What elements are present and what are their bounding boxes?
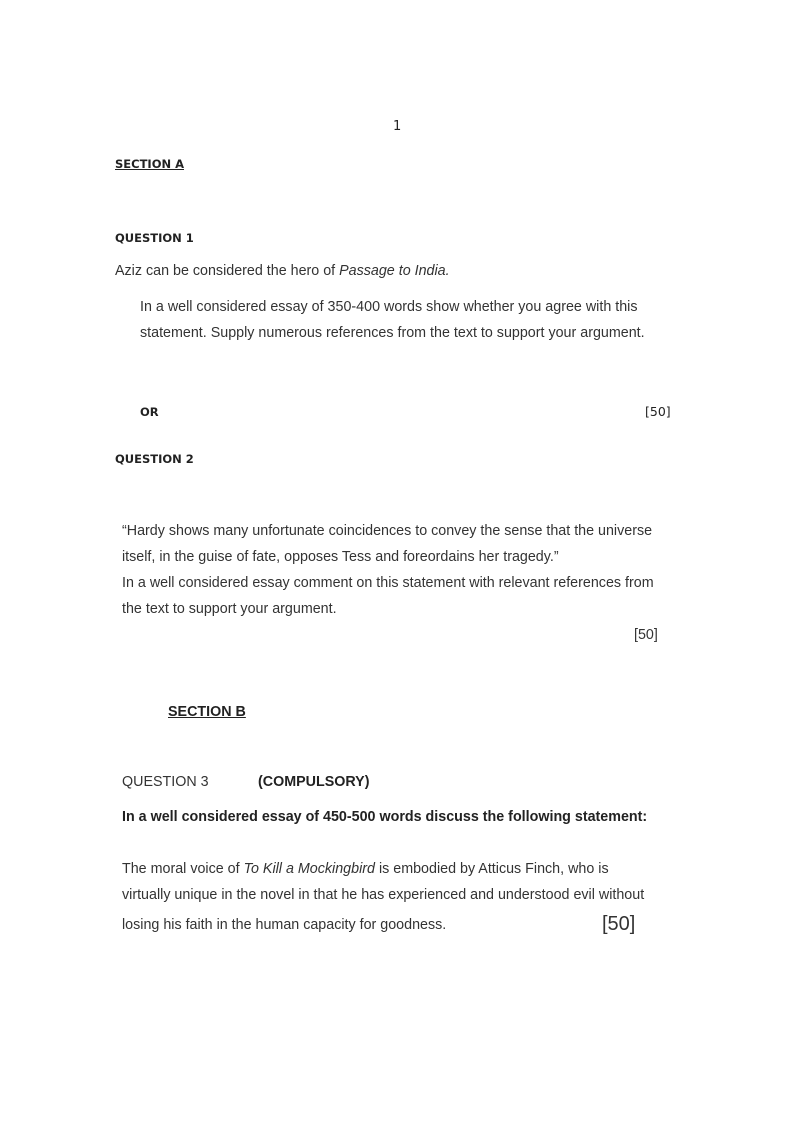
question-3-line: virtually unique in the novel in that he has experienced and understood evil without xyxy=(122,887,645,903)
book-title: To Kill a Mockingbird xyxy=(243,861,375,877)
page-number: 1 xyxy=(393,119,402,134)
section-b-heading: SECTION B xyxy=(168,704,246,720)
question-3-instruction: In a well considered essay of 450-500 words discuss the following statement: xyxy=(122,809,648,825)
or-label: OR xyxy=(140,405,159,419)
question-1-instruction-line: statement. Supply numerous references from the text to support your argument. xyxy=(140,325,645,341)
question-2-marks: [50] xyxy=(634,627,658,643)
question-1-prompt xyxy=(115,262,450,280)
question-2-line: In a well considered essay comment on this statement with relevant references from xyxy=(122,575,654,591)
book-title: Passage to India. xyxy=(339,263,450,279)
question-2-label: QUESTION 2 xyxy=(115,452,194,466)
statement-text: The moral voice of xyxy=(122,861,244,877)
question-2-line: “Hardy shows many unfortunate coincidences to convey the sense that the universe xyxy=(122,523,653,539)
question-2-line: the text to support your argument. xyxy=(122,601,337,617)
question-3-line: losing his faith in the human capacity for goodness. xyxy=(122,917,447,933)
question-3-marks: [50] xyxy=(602,913,636,935)
prompt-text: Aziz can be considered the hero of xyxy=(115,263,340,279)
question-1-instruction-line: In a well considered essay of 350-400 words show whether you agree with this xyxy=(140,299,638,315)
question-2-line: itself, in the guise of fate, opposes Tess and foreordains her tragedy.” xyxy=(122,549,559,565)
question-3-label: QUESTION 3 xyxy=(122,774,209,790)
question-1-marks: [50] xyxy=(645,404,671,419)
section-a-heading: SECTION A xyxy=(115,157,185,171)
compulsory-label: (COMPULSORY) xyxy=(258,774,370,790)
question-1-label: QUESTION 1 xyxy=(115,231,194,245)
statement-text: is embodied by Atticus Finch, who is xyxy=(374,861,609,877)
question-3-line xyxy=(122,860,609,878)
